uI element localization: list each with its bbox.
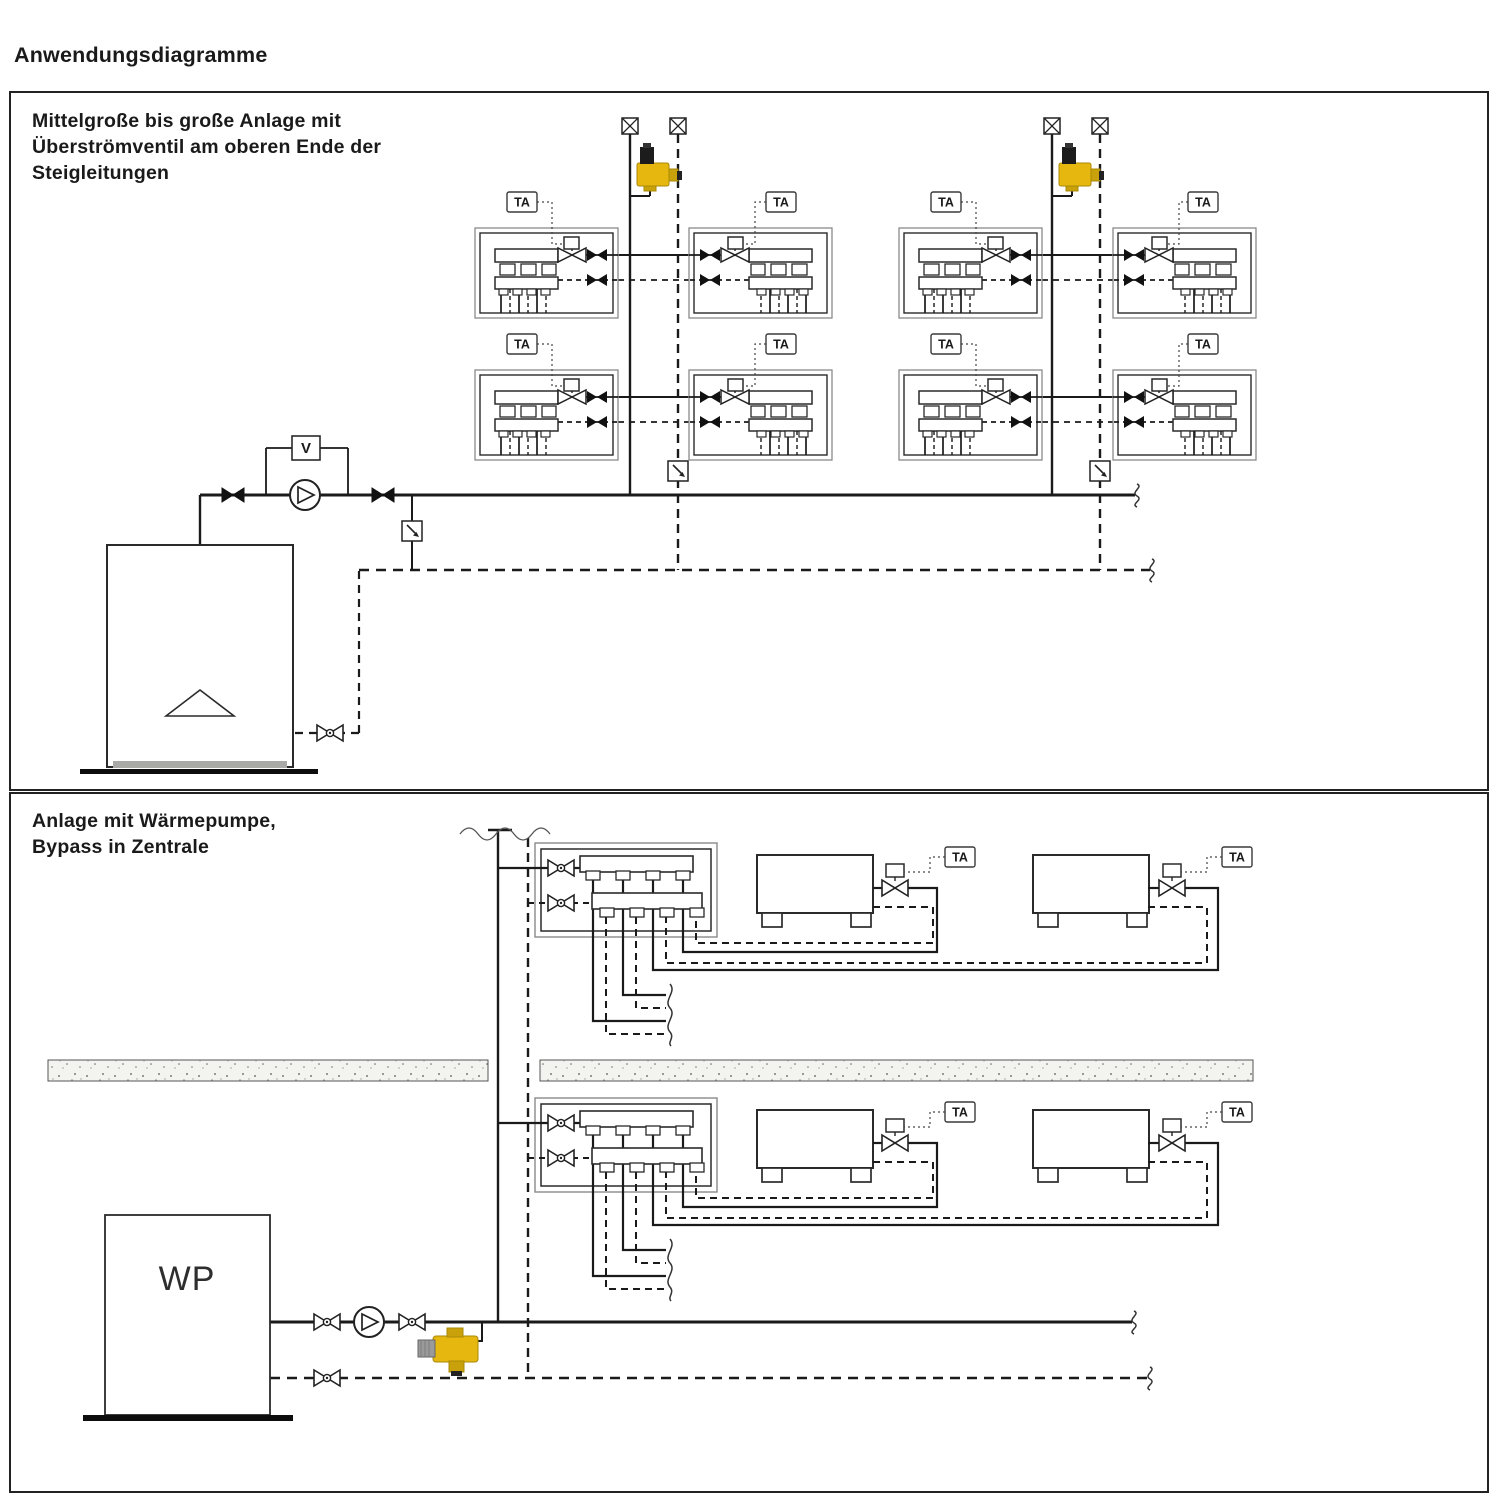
pump-group xyxy=(222,436,394,510)
panel-1-heading-line-3: Steigleitungen xyxy=(32,162,170,184)
panel-2-heading-line-1: Anlage mit Wärmepumpe, xyxy=(32,810,276,832)
pump-group xyxy=(314,1307,425,1386)
panel-1-heading-line-1: Mittelgroße bis große Anlage mit xyxy=(32,110,342,132)
floor-slab xyxy=(48,1060,1253,1081)
heat-pump-base xyxy=(83,1415,293,1421)
heat-pump xyxy=(83,1215,293,1421)
panel-2-heading-line-2: Bypass in Zentrale xyxy=(32,836,209,858)
boiler-plinth xyxy=(113,761,287,768)
page-title: Anwendungsdiagramme xyxy=(14,43,268,67)
panel-2-heat-pump-system xyxy=(32,810,1253,1421)
panel-1-heading-line-2: Überströmventil am oberen Ende der xyxy=(32,136,382,158)
heat-pump-label: WP xyxy=(158,1260,216,1298)
boiler-base xyxy=(80,769,318,774)
panel-1-boiler-system xyxy=(32,110,1256,774)
diagram-canvas: TA Anwendungsdiagramme Mittelgroße bis große Anlage mit Überströmventil am oberen Ende der Steigleitungen V Anlage mit Wärmepumpe, Bypass in Zentrale WP xyxy=(0,0,1500,1500)
flow-meter-label: V xyxy=(300,440,312,457)
boiler xyxy=(80,495,359,774)
bypass-overflow-valve xyxy=(418,1322,482,1378)
boiler-return-pipe xyxy=(295,570,359,733)
